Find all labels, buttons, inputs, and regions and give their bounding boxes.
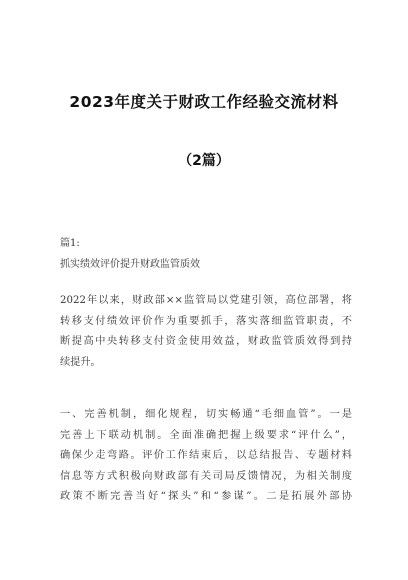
paragraph-line: 续提升。 xyxy=(60,356,101,368)
section-heading: 抓实绩效评价提升财政监管质效 xyxy=(60,259,200,270)
paragraph-intro xyxy=(60,291,352,373)
paragraph-line: 确保少走弯路。评价工作结束后，以总结报告、专题材料 xyxy=(60,450,352,462)
paragraph-line: 政策不断完善当好“探头”和“参谋”。二是拓展外部协 xyxy=(60,491,352,503)
paragraph-line: 信息等方式积极向财政部有关司局反馈情况，为相关制度 xyxy=(60,470,352,482)
section-label: 篇1: xyxy=(60,238,80,249)
document-subtitle: （2篇） xyxy=(178,153,230,169)
document-title: 2023年度关于财政工作经验交流材料 xyxy=(69,93,339,111)
paragraph-section-one xyxy=(60,405,352,508)
paragraph-line: 断提高中央转移支付资金使用效益，财政监管质效得到持 xyxy=(60,336,352,348)
paragraph-line: 一、完善机制，细化规程，切实畅通“毛细血管”。一是 xyxy=(60,409,352,420)
paragraph-line: 完善上下联动机制。全面准确把握上级要求“评什么”， xyxy=(60,429,352,441)
paragraph-line: 2022年以来，财政部××监管局以党建引领，高位部署，将 xyxy=(60,295,352,306)
paragraph-line: 转移支付绩效评价作为重要抓手，落实落细监管职责，不 xyxy=(60,315,352,327)
